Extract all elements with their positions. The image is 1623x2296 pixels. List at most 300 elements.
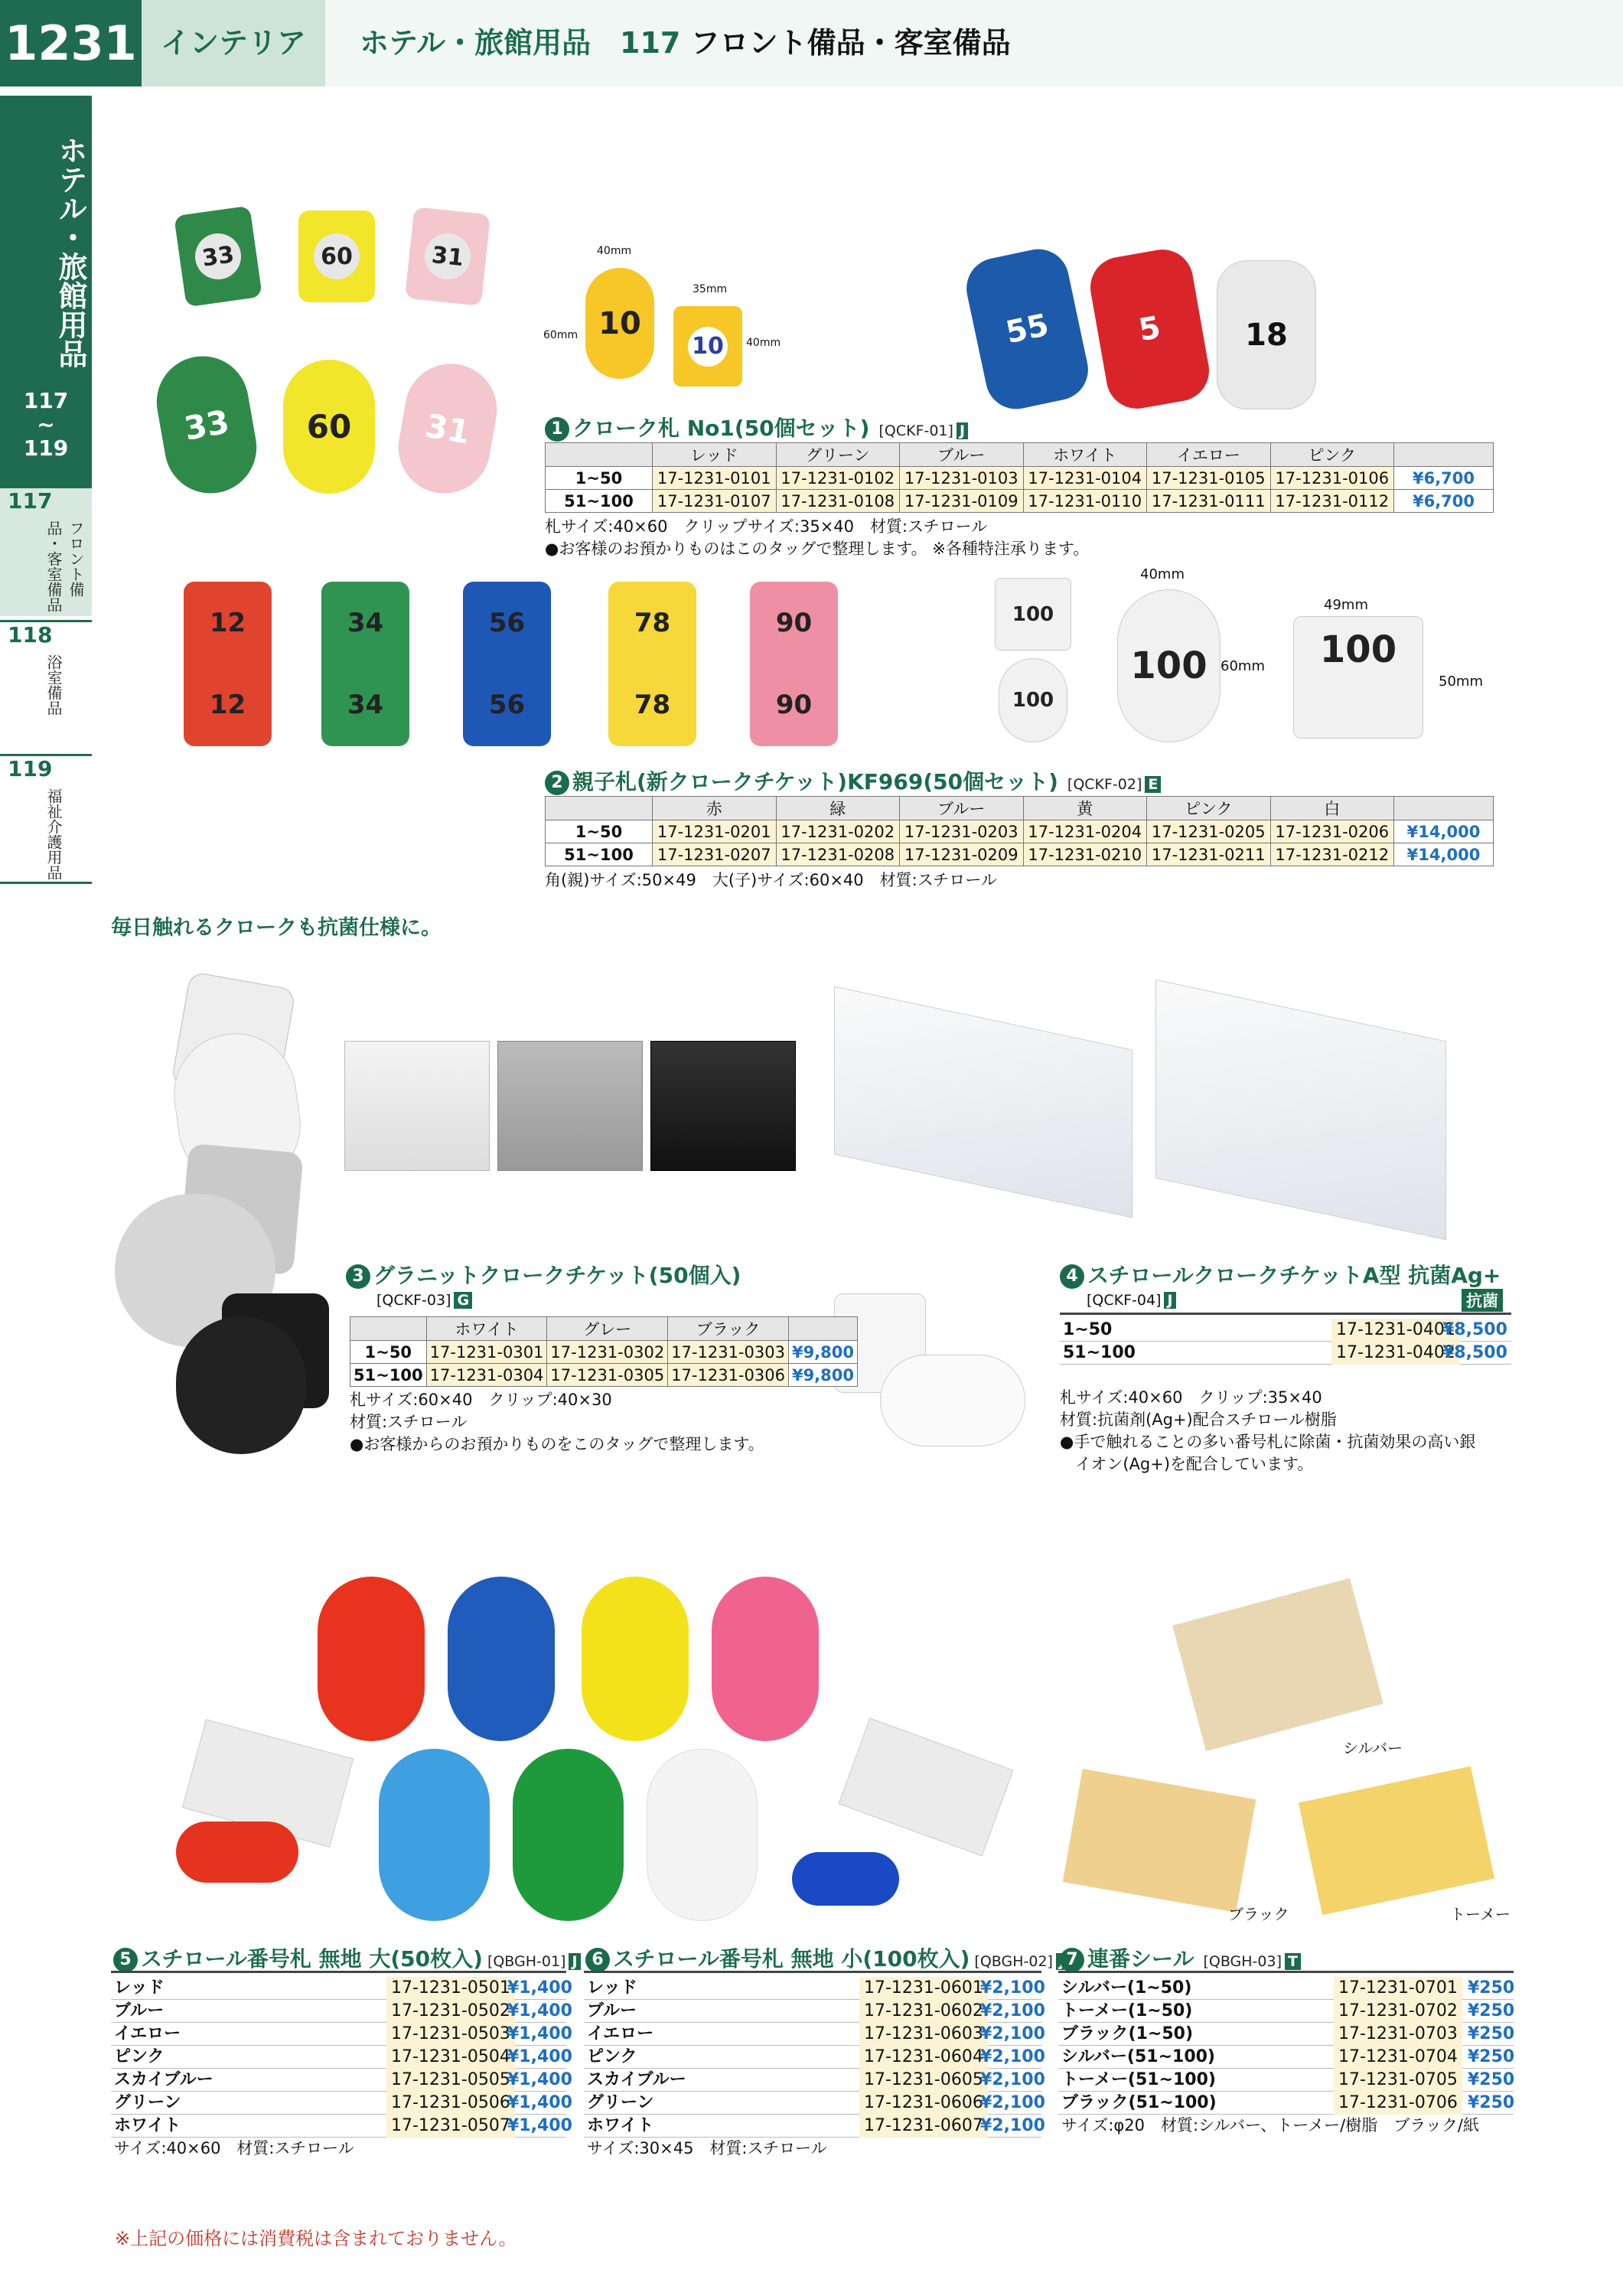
dimension-diagram-1: [536, 245, 788, 406]
product-code: [QCKF-02]: [1067, 776, 1142, 793]
price-table-1: [545, 442, 1494, 513]
tag-white-square-large: 100: [1293, 616, 1423, 739]
product-code-cell: 17-1231-0501: [386, 1977, 515, 2000]
product-code-cell: 17-1231-0210: [1023, 843, 1147, 866]
dim-height2-label: 50mm: [1439, 673, 1483, 690]
oval-blue: [448, 1577, 555, 1741]
product-code: [QCKF-03]: [376, 1292, 451, 1309]
section-title: ホテル・旅館用品: [360, 26, 592, 60]
price-list-5: [111, 1971, 572, 2160]
product-code-cell: 17-1231-0504: [386, 2046, 515, 2069]
price-cell: ¥1,400: [507, 2001, 572, 2020]
product-code-cell: 17-1231-0212: [1270, 843, 1394, 866]
product-code-cell: 17-1231-0104: [1023, 467, 1147, 490]
page-number: 1231: [0, 0, 142, 86]
clip-set-1: [834, 987, 1133, 1218]
range-cell: 51~100: [546, 490, 653, 513]
tag-pink-pair: [750, 582, 838, 746]
product-code: [QBGH-02]: [974, 1953, 1053, 1970]
subsection-title: [620, 0, 1011, 86]
product-name: グラニットクロークチケット(50個入): [373, 1263, 741, 1288]
product-name: スチロール番号札 無地 小(100枚入): [613, 1946, 970, 1971]
price-cell: ¥2,100: [980, 2024, 1045, 2043]
table-header: ピンク: [1147, 797, 1271, 820]
price-cell: ¥250: [1468, 2047, 1515, 2066]
sidebar-item-118[interactable]: [0, 620, 92, 750]
table-header: [1394, 443, 1494, 467]
price-cell: ¥6,700: [1394, 490, 1494, 513]
seal-sheet-silver: [1172, 1578, 1383, 1751]
product-code: [QBGH-01]: [487, 1953, 566, 1970]
color-name: スカイブルー: [587, 2070, 686, 2089]
tag-white-oval-large: 100: [1117, 589, 1221, 742]
product-number: 5: [113, 1948, 138, 1972]
product-code-cell: 17-1231-0607: [859, 2115, 988, 2138]
tag-number: 31: [422, 231, 473, 282]
granite-set-white: [344, 1041, 490, 1171]
price-cell: ¥14,000: [1394, 820, 1494, 843]
list-row: [584, 2000, 1045, 2023]
price-cell: ¥6,700: [1394, 467, 1494, 490]
product-notes-3: [350, 1389, 764, 1456]
sidebar-item-label: 福祉介護用品: [44, 788, 63, 880]
table-header: 緑: [776, 797, 900, 820]
item-name: トーメー(51~100): [1061, 2070, 1216, 2089]
list-row: [111, 2023, 572, 2046]
product-name: クローク札 No1(50個セット): [572, 416, 870, 441]
list-row: [1058, 2092, 1514, 2115]
product-note-5: サイズ:40×60 材質:スチロール: [114, 2139, 354, 2157]
granite-black-oval: [176, 1316, 306, 1454]
color-name: ブルー: [587, 2001, 637, 2020]
list-row: [111, 2046, 572, 2069]
list-row: [111, 2115, 572, 2138]
tag-number: 34: [347, 607, 384, 638]
product-code-cell: 17-1231-0507: [386, 2115, 515, 2138]
sidebar-item-label: 浴室備品: [44, 654, 63, 716]
sidebar-item-label: フロント備品・客室備品: [44, 520, 85, 612]
subsection-number: 117: [620, 26, 681, 60]
color-name: グリーン: [114, 2093, 181, 2112]
supplier-badge: E: [1145, 776, 1161, 793]
color-name: ホワイト: [114, 2116, 181, 2135]
table-header: ブラック: [668, 1317, 789, 1341]
price-cell: ¥1,400: [507, 2116, 572, 2135]
price-cell: ¥250: [1468, 2093, 1515, 2112]
sidebar-range-box: [0, 386, 92, 478]
product-code-cell: 17-1231-0703: [1334, 2023, 1462, 2046]
product-title-1: [545, 412, 968, 442]
table-row: [546, 490, 1494, 513]
item-name: シルバー(51~100): [1061, 2047, 1215, 2066]
price-cell: ¥2,100: [980, 1978, 1045, 1998]
tag-number: 33: [192, 230, 244, 282]
page-header: [0, 0, 1623, 86]
tag-blue-pair: [463, 582, 551, 746]
product-photo-1b: [972, 245, 1324, 421]
product-number: 7: [1060, 1948, 1084, 1972]
color-name: ホワイト: [587, 2116, 654, 2135]
product-title-5: [113, 1942, 581, 1973]
product-title-7: [1060, 1942, 1301, 1973]
tag-number: 90: [775, 607, 813, 638]
supplier-badge: J: [957, 422, 968, 439]
product-code-cell: 17-1231-0401: [1331, 1319, 1460, 1342]
product-code-cell: 17-1231-0108: [776, 490, 900, 513]
table-header-row: [546, 797, 1494, 820]
table-header: ホワイト: [1023, 443, 1147, 467]
product-code-cell: 17-1231-0303: [668, 1341, 789, 1364]
product-number: 4: [1060, 1264, 1084, 1289]
table-header: 黄: [1023, 797, 1147, 820]
price-table-2: [545, 796, 1494, 866]
product-code-cell: 17-1231-0402: [1331, 1342, 1460, 1365]
list-row: [584, 2069, 1045, 2092]
oval-pink: [712, 1577, 819, 1741]
product-code-cell: 17-1231-0605: [859, 2069, 988, 2092]
price-cell: ¥2,100: [980, 2116, 1045, 2135]
product-title-3: [346, 1259, 741, 1290]
tags-red-loose: [176, 1821, 298, 1883]
table-header: [546, 797, 653, 820]
tags-blue-loose: [792, 1852, 899, 1906]
table-header-row: [546, 443, 1494, 467]
product-code-cell: 17-1231-0204: [1023, 820, 1147, 843]
tag-green-small: [174, 206, 262, 308]
list-row: [1058, 2046, 1514, 2069]
product-code-cell: 17-1231-0302: [547, 1341, 668, 1364]
color-name: イエロー: [114, 2024, 181, 2043]
tag-white-oval-small: 100: [999, 658, 1067, 742]
clip-set-2: [1155, 980, 1446, 1241]
product-code-line-4: [1087, 1292, 1176, 1309]
product-code-cell: 17-1231-0102: [776, 467, 900, 490]
product-code-cell: 17-1231-0306: [668, 1364, 789, 1387]
tag-pink-small: [405, 207, 490, 306]
dim-height2-label: 40mm: [746, 337, 781, 349]
product-code-cell: 17-1231-0304: [426, 1364, 547, 1387]
item-name: ブラック(1~50): [1061, 2024, 1194, 2043]
price-cell: ¥1,400: [507, 2024, 572, 2043]
table-header: ブルー: [900, 443, 1024, 467]
price-cell: ¥250: [1468, 2070, 1515, 2089]
product-code-cell: 17-1231-0101: [653, 467, 777, 490]
list-top-rule: [584, 1971, 1041, 1977]
tag-number: 78: [634, 690, 671, 721]
table-header: グレー: [547, 1317, 668, 1341]
tag-number: 56: [488, 690, 526, 721]
color-name: レッド: [587, 1978, 637, 1998]
price-cell: ¥1,400: [507, 1978, 572, 1998]
product-title-6: [585, 1942, 1067, 1973]
range-label: 1~50: [1063, 1320, 1113, 1339]
table-header: グリーン: [776, 443, 900, 467]
price-cell: ¥1,400: [507, 2047, 572, 2066]
note-line: イオン(Ag+)を配合しています。: [1075, 1455, 1314, 1473]
product-code-cell: 17-1231-0209: [900, 843, 1024, 866]
range-cell: 1~50: [546, 467, 653, 490]
product-title-2: [545, 765, 1161, 796]
oval-yellow: [582, 1577, 689, 1741]
antibacterial-badge: 抗菌: [1462, 1289, 1503, 1312]
list-top-rule: [1060, 1313, 1511, 1319]
list-row: [111, 2092, 572, 2115]
table-header: 白: [1270, 797, 1394, 820]
price-list-6: [584, 1971, 1045, 2160]
table-header: ピンク: [1270, 443, 1394, 467]
sidebar-range-top: 117: [23, 388, 69, 413]
color-name: スカイブルー: [114, 2070, 213, 2089]
price-cell: ¥9,800: [788, 1364, 857, 1387]
product-code-cell: 17-1231-0203: [900, 820, 1024, 843]
product-notes-1: [545, 516, 1089, 560]
tag-white-square-small: 100: [995, 578, 1071, 651]
product-code-cell: 17-1231-0704: [1334, 2046, 1462, 2069]
tag-number: 60: [314, 233, 360, 279]
seal-sheet-tome: [1299, 1766, 1494, 1916]
supplier-badge: T: [1285, 1953, 1301, 1970]
oval-white: [647, 1749, 758, 1921]
tag-pink-large: 31: [391, 357, 504, 501]
photo-label-tome: トーメー: [1450, 1905, 1511, 1923]
product-name: 連番シール: [1087, 1946, 1194, 1971]
tag-blue: 55: [961, 243, 1094, 415]
tag-number: 10: [688, 327, 728, 367]
sidebar-range-mid: ~: [37, 412, 55, 437]
price-cell: ¥250: [1468, 2001, 1515, 2020]
product-code-cell: 17-1231-0606: [859, 2092, 988, 2115]
price-cell: ¥250: [1468, 2024, 1515, 2043]
table-row: [546, 467, 1494, 490]
table-header-row: [350, 1317, 858, 1341]
product-code-cell: 17-1231-0105: [1147, 467, 1271, 490]
note-line: 材質:スチロール: [350, 1413, 468, 1431]
note-line: 材質:抗菌剤(Ag+)配合スチロール樹脂: [1060, 1411, 1337, 1429]
list-row: [111, 2000, 572, 2023]
product-notes-2: [545, 869, 997, 892]
tag-number: 90: [775, 690, 813, 721]
tag-number: 78: [634, 607, 671, 638]
tag-white-oval: [880, 1355, 1025, 1446]
item-name: シルバー(1~50): [1061, 1978, 1192, 1998]
list-row: [584, 1977, 1045, 2000]
list-top-rule: [111, 1971, 566, 1977]
product-code-cell: 17-1231-0602: [859, 2000, 988, 2023]
product-code-cell: 17-1231-0111: [1147, 490, 1271, 513]
product-code-cell: 17-1231-0106: [1270, 467, 1394, 490]
tag-number: 12: [209, 690, 246, 721]
oval-green: [513, 1749, 624, 1921]
product-code-cell: 17-1231-0103: [900, 467, 1024, 490]
product-code-cell: 17-1231-0702: [1334, 2000, 1462, 2023]
tag-red: 5: [1086, 245, 1214, 413]
tag-yellow-large: 60: [283, 360, 375, 494]
product-photo-5-6: [107, 1569, 1010, 1936]
product-code-cell: 17-1231-0208: [776, 843, 900, 866]
table-row: [546, 820, 1494, 843]
sidebar-item-117[interactable]: [0, 486, 92, 616]
list-row: [1060, 1342, 1511, 1365]
product-photo-7: [1056, 1600, 1515, 1921]
sidebar-title: ホテル・旅館用品: [0, 96, 92, 386]
product-code-cell: 17-1231-0701: [1334, 1977, 1462, 2000]
product-code-cell: 17-1231-0604: [859, 2046, 988, 2069]
product-code-cell: 17-1231-0202: [776, 820, 900, 843]
product-code-line-3: [376, 1292, 472, 1309]
price-cell: ¥8,500: [1442, 1343, 1507, 1362]
product-code-cell: 17-1231-0502: [386, 2000, 515, 2023]
oval-red: [318, 1577, 425, 1741]
case-blue: [839, 1717, 1014, 1856]
color-name: ピンク: [587, 2047, 637, 2066]
note-line: 札サイズ:40×60 クリップ:35×40: [1060, 1388, 1322, 1407]
list-row: [1058, 2000, 1514, 2023]
price-cell: ¥9,800: [788, 1341, 857, 1364]
range-cell: 51~100: [350, 1364, 427, 1387]
product-code-cell: 17-1231-0603: [859, 2023, 988, 2046]
list-row: [111, 1977, 572, 2000]
table-header: [546, 443, 653, 467]
product-code-cell: 17-1231-0706: [1334, 2092, 1462, 2115]
color-name: ブルー: [114, 2001, 165, 2020]
tax-footnote: ※上記の価格には消費税は含まれておりません。: [115, 2228, 517, 2249]
tag-green-large: 33: [149, 349, 263, 501]
tag-yellow-oval: 10: [585, 268, 654, 379]
table-row: [546, 843, 1494, 866]
note-line: 札サイズ:60×40 クリップ:40×30: [350, 1391, 612, 1409]
list-row: [1058, 2069, 1514, 2092]
price-cell: ¥2,100: [980, 2070, 1045, 2089]
product-code-cell: 17-1231-0301: [426, 1341, 547, 1364]
table-header: [350, 1317, 427, 1341]
list-row: [1060, 1319, 1511, 1342]
tag-red-pair: [184, 582, 272, 746]
price-cell: ¥8,500: [1442, 1320, 1507, 1339]
list-row: [111, 2069, 572, 2092]
dim-width-label: 40mm: [1140, 566, 1185, 582]
product-photo-1: [145, 191, 513, 497]
color-name: ピンク: [114, 2047, 165, 2066]
product-code-cell: 17-1231-0206: [1270, 820, 1394, 843]
oval-skyblue: [379, 1749, 490, 1921]
tag-number: 56: [488, 607, 526, 638]
product-code-cell: 17-1231-0110: [1023, 490, 1147, 513]
product-code-cell: 17-1231-0601: [859, 1977, 988, 2000]
list-top-rule: [1058, 1971, 1514, 1977]
product-number: 1: [545, 417, 569, 442]
note-line: 札サイズ:40×60 クリップサイズ:35×40 材質:スチロール: [545, 517, 988, 536]
product-number: 6: [585, 1948, 610, 1972]
photo-label-silver: シルバー: [1343, 1739, 1403, 1757]
list-row: [584, 2023, 1045, 2046]
note-line: ●お客様からのお預かりものをこのタッグで整理します。: [350, 1435, 764, 1453]
supplier-badge: J: [1164, 1292, 1175, 1309]
color-name: レッド: [114, 1978, 165, 1998]
product-note-6: サイズ:30×45 材質:スチロール: [587, 2139, 827, 2157]
seal-sheet-black: [1063, 1769, 1256, 1913]
table-header: [1394, 797, 1494, 820]
price-list-7: [1058, 1971, 1514, 2137]
price-list-4: [1060, 1313, 1511, 1365]
product-code-cell: 17-1231-0211: [1147, 843, 1271, 866]
product-code: [QBGH-03]: [1203, 1953, 1282, 1970]
product-code-cell: 17-1231-0107: [653, 490, 777, 513]
note-line: 角(親)サイズ:50×49 大(子)サイズ:60×40 材質:スチロール: [545, 871, 997, 889]
tag-yellow-pair: [608, 582, 696, 746]
product-code-cell: 17-1231-0112: [1270, 490, 1394, 513]
price-table-3: [350, 1316, 858, 1387]
product-code: [QCKF-01]: [878, 422, 953, 439]
price-cell: ¥2,100: [980, 2001, 1045, 2020]
product-code-cell: 17-1231-0503: [386, 2023, 515, 2046]
product-code-cell: 17-1231-0506: [386, 2092, 515, 2115]
product-title-4: [1060, 1259, 1501, 1290]
granite-set-grey: [497, 1041, 643, 1171]
product-note-7: サイズ:φ20 材質:シルバー、トーメー/樹脂 ブラック/紙: [1061, 2116, 1479, 2135]
supplier-badge: G: [454, 1292, 472, 1309]
photo-label-black: ブラック: [1228, 1905, 1289, 1923]
product-notes-4: [1060, 1387, 1475, 1476]
catchphrase: 毎日触れるクロークも抗菌仕様に。: [111, 916, 442, 940]
dim-width2-label: 35mm: [693, 283, 728, 295]
product-code-cell: 17-1231-0705: [1334, 2069, 1462, 2092]
table-header: ブルー: [900, 797, 1024, 820]
list-row: [584, 2046, 1045, 2069]
product-code-cell: 17-1231-0109: [900, 490, 1024, 513]
price-cell: ¥14,000: [1394, 843, 1494, 866]
product-photo-2: [176, 582, 865, 750]
range-cell: 1~50: [350, 1341, 427, 1364]
note-line: ●手で触れることの多い番号札に除菌・抗菌効果の高い銀: [1060, 1433, 1476, 1451]
list-row: [1058, 1977, 1514, 2000]
item-name: ブラック(51~100): [1061, 2093, 1217, 2112]
dim-height-label: 60mm: [1221, 658, 1265, 674]
table-header: レッド: [653, 443, 777, 467]
product-code-cell: 17-1231-0505: [386, 2069, 515, 2092]
category-tab[interactable]: インテリア: [142, 0, 325, 86]
tag-number: 34: [347, 690, 384, 721]
table-row: [350, 1364, 858, 1387]
product-number: 2: [545, 771, 569, 795]
sidebar-item-119[interactable]: [0, 754, 92, 884]
dim-width-label: 40mm: [597, 245, 632, 257]
range-cell: 1~50: [546, 820, 653, 843]
product-name: スチロール番号札 無地 大(50枚入): [141, 1946, 483, 1971]
sidebar-item-num: 117: [8, 488, 53, 514]
product-code-cell: 17-1231-0305: [547, 1364, 668, 1387]
product-code-cell: 17-1231-0201: [653, 820, 777, 843]
tag-white: 18: [1217, 260, 1316, 409]
product-code-cell: 17-1231-0207: [653, 843, 777, 866]
sidebar-item-num: 118: [8, 622, 53, 647]
dim-height-label: 60mm: [543, 329, 578, 341]
tag-number: 12: [209, 607, 246, 638]
table-row: [350, 1341, 858, 1364]
item-name: トーメー(1~50): [1061, 2001, 1193, 2020]
table-header: ホワイト: [426, 1317, 547, 1341]
price-cell: ¥250: [1468, 1978, 1515, 1998]
subsection-label: フロント備品・客室備品: [690, 26, 1011, 60]
dimension-diagram-2: [987, 566, 1492, 750]
supplier-badge: J: [569, 1953, 580, 1970]
product-code-cell: 17-1231-0205: [1147, 820, 1271, 843]
product-photo-4: [819, 995, 1477, 1240]
color-name: イエロー: [587, 2024, 654, 2043]
dim-width2-label: 49mm: [1324, 597, 1368, 613]
list-row: [1058, 2023, 1514, 2046]
range-label: 51~100: [1063, 1343, 1136, 1362]
product-name: 親子札(新クロークチケット)KF969(50個セット): [572, 769, 1058, 794]
